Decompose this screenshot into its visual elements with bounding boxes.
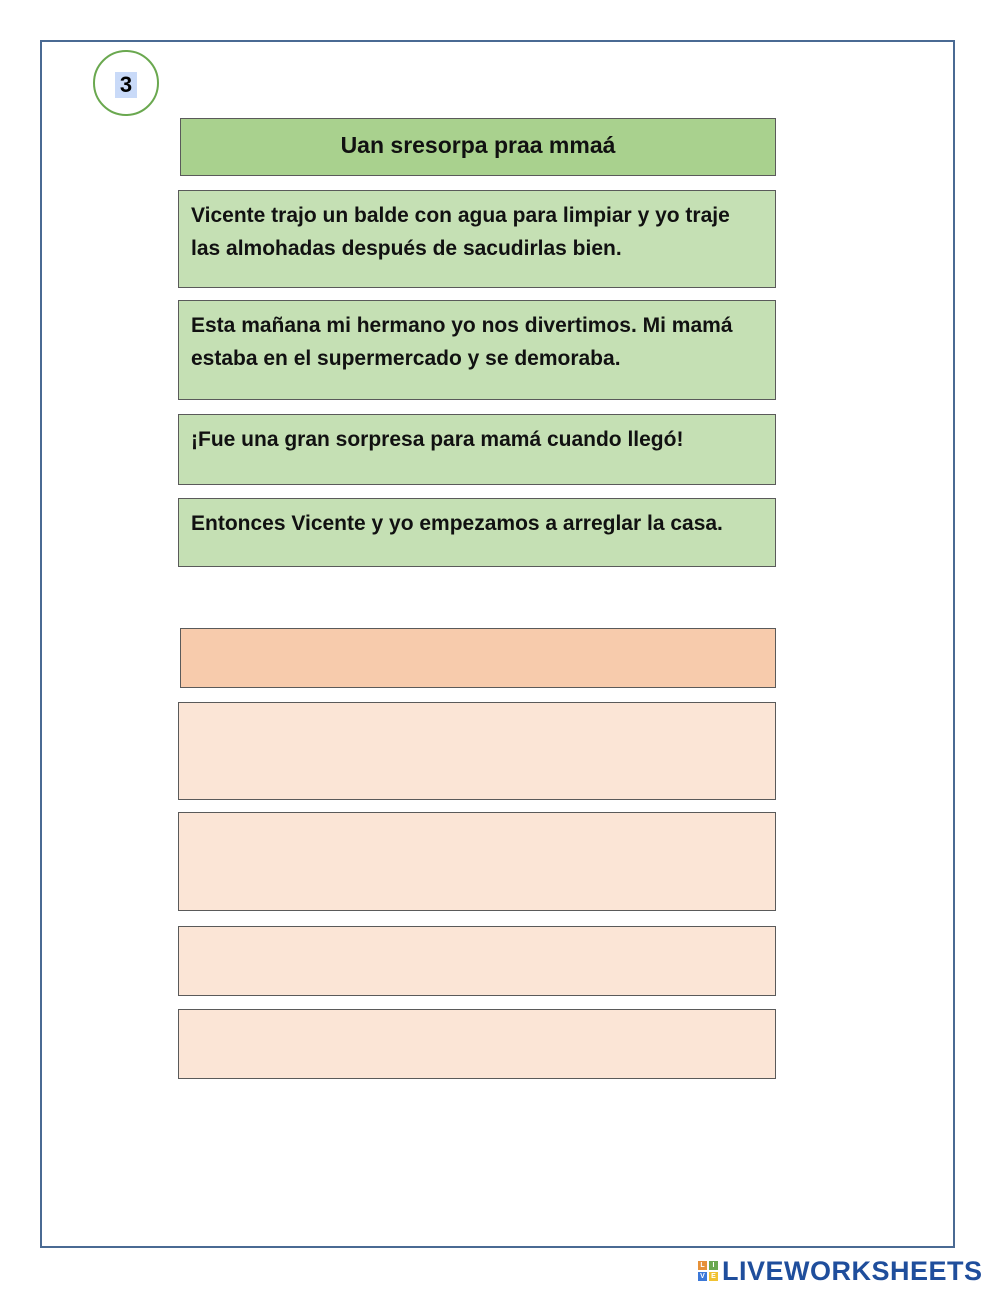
answer-slot-2[interactable] <box>178 812 776 911</box>
sentence-card-1[interactable]: Vicente trajo un balde con agua para limpiar y yo traje las almohadas después de sacudirlas bien. <box>178 190 776 288</box>
sentence-card-2[interactable]: Esta mañana mi hermano yo nos divertimos. Mi mamá estaba en el supermercado y se demoraba. <box>178 300 776 400</box>
exercise-number-badge <box>93 50 159 116</box>
sentence-card-3[interactable]: ¡Fue una gran sorpresa para mamá cuando llegó! <box>178 414 776 485</box>
answer-slot-1[interactable] <box>178 702 776 800</box>
sentence-card-4[interactable]: Entonces Vicente y yo empezamos a arreglar la casa. <box>178 498 776 567</box>
answer-slot-4[interactable] <box>178 1009 776 1079</box>
exercise-number: 3 <box>115 72 137 98</box>
logo-text: LIVEWORKSHEETS <box>722 1255 983 1286</box>
answer-slot-3[interactable] <box>178 926 776 996</box>
scrambled-title: Uan sresorpa praa mmaá <box>180 118 776 176</box>
answer-title-input[interactable] <box>180 628 776 688</box>
liveworksheets-logo[interactable] <box>698 1256 983 1286</box>
liveworksheets-mark-icon: L I V E <box>698 1261 718 1281</box>
